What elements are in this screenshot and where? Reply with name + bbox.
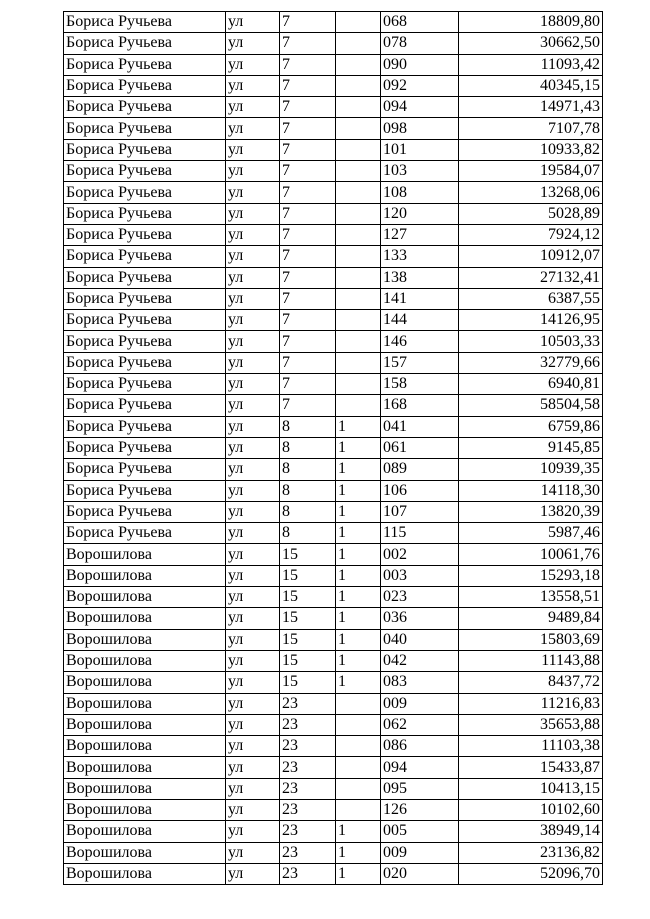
table-row	[64, 352, 603, 373]
house-number-cell: 7	[280, 203, 336, 224]
apartment-cell: 138	[381, 267, 459, 288]
table-row	[64, 97, 603, 118]
table-row	[64, 799, 603, 820]
table-row	[64, 203, 603, 224]
house-number-cell: 15	[280, 544, 336, 565]
street-type-cell: ул	[226, 267, 280, 288]
apartment-cell: 092	[381, 75, 459, 96]
street-type-cell: ул	[226, 757, 280, 778]
apartment-cell: 168	[381, 395, 459, 416]
street-type-cell: ул	[226, 246, 280, 267]
street-name-cell: Бориса Ручьева	[64, 12, 226, 33]
street-type-cell: ул	[226, 12, 280, 33]
table-row	[64, 842, 603, 863]
amount-cell: 7107,78	[459, 118, 603, 139]
apartment-cell: 108	[381, 182, 459, 203]
amount-cell: 32779,66	[459, 352, 603, 373]
house-number-cell: 7	[280, 224, 336, 245]
amount-cell: 13268,06	[459, 182, 603, 203]
apartment-cell: 003	[381, 565, 459, 586]
house-number-cell: 23	[280, 736, 336, 757]
street-type-cell: ул	[226, 821, 280, 842]
table-row	[64, 54, 603, 75]
street-type-cell: ул	[226, 203, 280, 224]
apartment-cell: 062	[381, 714, 459, 735]
table-row	[64, 480, 603, 501]
table-row	[64, 310, 603, 331]
table-row	[64, 693, 603, 714]
building-cell	[336, 161, 381, 182]
building-cell	[336, 203, 381, 224]
street-name-cell: Ворошилова	[64, 608, 226, 629]
building-cell: 1	[336, 437, 381, 458]
house-number-cell: 8	[280, 523, 336, 544]
table-row	[64, 75, 603, 96]
street-name-cell: Бориса Ручьева	[64, 161, 226, 182]
street-type-cell: ул	[226, 587, 280, 608]
apartment-cell: 083	[381, 672, 459, 693]
street-name-cell: Бориса Ручьева	[64, 416, 226, 437]
house-number-cell: 23	[280, 799, 336, 820]
house-number-cell: 7	[280, 161, 336, 182]
apartment-cell: 068	[381, 12, 459, 33]
table-row	[64, 629, 603, 650]
amount-cell: 30662,50	[459, 33, 603, 54]
amount-cell: 11216,83	[459, 693, 603, 714]
house-number-cell: 7	[280, 310, 336, 331]
street-name-cell: Ворошилова	[64, 693, 226, 714]
street-name-cell: Бориса Ручьева	[64, 395, 226, 416]
table-row	[64, 501, 603, 522]
table-row	[64, 12, 603, 33]
street-type-cell: ул	[226, 310, 280, 331]
street-name-cell: Бориса Ручьева	[64, 182, 226, 203]
house-number-cell: 7	[280, 374, 336, 395]
street-name-cell: Ворошилова	[64, 672, 226, 693]
building-cell	[336, 139, 381, 160]
table-row	[64, 416, 603, 437]
building-cell	[336, 693, 381, 714]
street-type-cell: ул	[226, 54, 280, 75]
table-row	[64, 714, 603, 735]
apartment-cell: 090	[381, 54, 459, 75]
house-number-cell: 23	[280, 821, 336, 842]
house-number-cell: 15	[280, 650, 336, 671]
house-number-cell: 7	[280, 118, 336, 139]
building-cell	[336, 310, 381, 331]
apartment-cell: 061	[381, 437, 459, 458]
house-number-cell: 7	[280, 182, 336, 203]
table-row	[64, 778, 603, 799]
amount-cell: 8437,72	[459, 672, 603, 693]
amount-cell: 11143,88	[459, 650, 603, 671]
building-cell	[336, 267, 381, 288]
street-name-cell: Ворошилова	[64, 821, 226, 842]
apartment-cell: 120	[381, 203, 459, 224]
street-type-cell: ул	[226, 714, 280, 735]
table-row	[64, 672, 603, 693]
house-number-cell: 23	[280, 778, 336, 799]
building-cell	[336, 352, 381, 373]
building-cell	[336, 182, 381, 203]
street-type-cell: ул	[226, 629, 280, 650]
apartment-cell: 127	[381, 224, 459, 245]
street-type-cell: ул	[226, 863, 280, 884]
apartment-cell: 078	[381, 33, 459, 54]
house-number-cell: 7	[280, 33, 336, 54]
table-row	[64, 437, 603, 458]
street-name-cell: Бориса Ручьева	[64, 139, 226, 160]
amount-cell: 14971,43	[459, 97, 603, 118]
house-number-cell: 7	[280, 352, 336, 373]
street-type-cell: ул	[226, 608, 280, 629]
amount-cell: 5987,46	[459, 523, 603, 544]
street-name-cell: Бориса Ручьева	[64, 374, 226, 395]
debt-table	[63, 11, 603, 885]
table-row	[64, 118, 603, 139]
street-name-cell: Ворошилова	[64, 565, 226, 586]
building-cell	[336, 54, 381, 75]
building-cell	[336, 12, 381, 33]
house-number-cell: 8	[280, 501, 336, 522]
house-number-cell: 23	[280, 714, 336, 735]
amount-cell: 13820,39	[459, 501, 603, 522]
house-number-cell: 23	[280, 863, 336, 884]
street-name-cell: Бориса Ручьева	[64, 331, 226, 352]
street-name-cell: Ворошилова	[64, 544, 226, 565]
street-type-cell: ул	[226, 650, 280, 671]
house-number-cell: 8	[280, 459, 336, 480]
amount-cell: 40345,15	[459, 75, 603, 96]
amount-cell: 6387,55	[459, 288, 603, 309]
street-type-cell: ул	[226, 523, 280, 544]
amount-cell: 14126,95	[459, 310, 603, 331]
amount-cell: 10933,82	[459, 139, 603, 160]
table-row	[64, 459, 603, 480]
street-type-cell: ул	[226, 736, 280, 757]
apartment-cell: 133	[381, 246, 459, 267]
house-number-cell: 7	[280, 288, 336, 309]
house-number-cell: 8	[280, 416, 336, 437]
building-cell: 1	[336, 459, 381, 480]
apartment-cell: 126	[381, 799, 459, 820]
house-number-cell: 15	[280, 587, 336, 608]
amount-cell: 38949,14	[459, 821, 603, 842]
building-cell: 1	[336, 842, 381, 863]
amount-cell: 9145,85	[459, 437, 603, 458]
house-number-cell: 7	[280, 246, 336, 267]
table-row	[64, 544, 603, 565]
table-row	[64, 565, 603, 586]
building-cell	[336, 288, 381, 309]
street-name-cell: Бориса Ручьева	[64, 54, 226, 75]
table-row	[64, 374, 603, 395]
street-name-cell: Бориса Ручьева	[64, 523, 226, 544]
street-name-cell: Бориса Ручьева	[64, 288, 226, 309]
house-number-cell: 23	[280, 693, 336, 714]
building-cell: 1	[336, 416, 381, 437]
street-name-cell: Бориса Ручьева	[64, 352, 226, 373]
building-cell	[336, 778, 381, 799]
street-type-cell: ул	[226, 75, 280, 96]
amount-cell: 6940,81	[459, 374, 603, 395]
amount-cell: 10503,33	[459, 331, 603, 352]
building-cell	[336, 118, 381, 139]
house-number-cell: 7	[280, 75, 336, 96]
apartment-cell: 141	[381, 288, 459, 309]
apartment-cell: 094	[381, 97, 459, 118]
apartment-cell: 040	[381, 629, 459, 650]
building-cell	[336, 224, 381, 245]
street-name-cell: Ворошилова	[64, 736, 226, 757]
apartment-cell: 041	[381, 416, 459, 437]
building-cell: 1	[336, 565, 381, 586]
street-type-cell: ул	[226, 437, 280, 458]
house-number-cell: 8	[280, 437, 336, 458]
amount-cell: 11093,42	[459, 54, 603, 75]
street-type-cell: ул	[226, 97, 280, 118]
amount-cell: 23136,82	[459, 842, 603, 863]
street-type-cell: ул	[226, 224, 280, 245]
apartment-cell: 115	[381, 523, 459, 544]
apartment-cell: 009	[381, 842, 459, 863]
apartment-cell: 002	[381, 544, 459, 565]
apartment-cell: 086	[381, 736, 459, 757]
amount-cell: 19584,07	[459, 161, 603, 182]
street-name-cell: Бориса Ручьева	[64, 97, 226, 118]
table-row	[64, 161, 603, 182]
house-number-cell: 23	[280, 842, 336, 863]
street-type-cell: ул	[226, 33, 280, 54]
street-name-cell: Бориса Ручьева	[64, 501, 226, 522]
table-row	[64, 863, 603, 884]
apartment-cell: 157	[381, 352, 459, 373]
amount-cell: 5028,89	[459, 203, 603, 224]
building-cell: 1	[336, 821, 381, 842]
street-type-cell: ул	[226, 565, 280, 586]
amount-cell: 10102,60	[459, 799, 603, 820]
street-type-cell: ул	[226, 693, 280, 714]
street-type-cell: ул	[226, 459, 280, 480]
building-cell	[336, 75, 381, 96]
table-row	[64, 757, 603, 778]
street-name-cell: Бориса Ручьева	[64, 459, 226, 480]
house-number-cell: 8	[280, 480, 336, 501]
street-type-cell: ул	[226, 352, 280, 373]
amount-cell: 10912,07	[459, 246, 603, 267]
street-name-cell: Бориса Ручьева	[64, 310, 226, 331]
table-row	[64, 523, 603, 544]
street-name-cell: Бориса Ручьева	[64, 267, 226, 288]
apartment-cell: 095	[381, 778, 459, 799]
amount-cell: 35653,88	[459, 714, 603, 735]
apartment-cell: 036	[381, 608, 459, 629]
street-name-cell: Ворошилова	[64, 778, 226, 799]
table-row	[64, 395, 603, 416]
building-cell	[336, 714, 381, 735]
apartment-cell: 103	[381, 161, 459, 182]
apartment-cell: 146	[381, 331, 459, 352]
street-name-cell: Ворошилова	[64, 714, 226, 735]
house-number-cell: 7	[280, 267, 336, 288]
street-name-cell: Ворошилова	[64, 842, 226, 863]
amount-cell: 52096,70	[459, 863, 603, 884]
amount-cell: 15803,69	[459, 629, 603, 650]
street-type-cell: ул	[226, 842, 280, 863]
building-cell	[336, 33, 381, 54]
street-type-cell: ул	[226, 544, 280, 565]
street-name-cell: Бориса Ручьева	[64, 203, 226, 224]
street-type-cell: ул	[226, 501, 280, 522]
table-row	[64, 246, 603, 267]
building-cell	[336, 736, 381, 757]
house-number-cell: 7	[280, 139, 336, 160]
building-cell: 1	[336, 629, 381, 650]
amount-cell: 7924,12	[459, 224, 603, 245]
apartment-cell: 089	[381, 459, 459, 480]
amount-cell: 18809,80	[459, 12, 603, 33]
street-name-cell: Ворошилова	[64, 863, 226, 884]
amount-cell: 10413,15	[459, 778, 603, 799]
table-row	[64, 608, 603, 629]
building-cell	[336, 395, 381, 416]
house-number-cell: 15	[280, 672, 336, 693]
street-name-cell: Бориса Ручьева	[64, 246, 226, 267]
street-type-cell: ул	[226, 139, 280, 160]
building-cell: 1	[336, 523, 381, 544]
building-cell	[336, 246, 381, 267]
house-number-cell: 7	[280, 331, 336, 352]
building-cell: 1	[336, 650, 381, 671]
building-cell: 1	[336, 672, 381, 693]
apartment-cell: 101	[381, 139, 459, 160]
amount-cell: 11103,38	[459, 736, 603, 757]
apartment-cell: 009	[381, 693, 459, 714]
street-type-cell: ул	[226, 182, 280, 203]
building-cell	[336, 374, 381, 395]
house-number-cell: 15	[280, 565, 336, 586]
apartment-cell: 144	[381, 310, 459, 331]
street-name-cell: Бориса Ручьева	[64, 480, 226, 501]
street-type-cell: ул	[226, 288, 280, 309]
amount-cell: 10939,35	[459, 459, 603, 480]
apartment-cell: 020	[381, 863, 459, 884]
street-name-cell: Ворошилова	[64, 587, 226, 608]
street-name-cell: Бориса Ручьева	[64, 33, 226, 54]
street-type-cell: ул	[226, 161, 280, 182]
street-type-cell: ул	[226, 331, 280, 352]
amount-cell: 15293,18	[459, 565, 603, 586]
table-row	[64, 821, 603, 842]
street-type-cell: ул	[226, 416, 280, 437]
building-cell: 1	[336, 544, 381, 565]
amount-cell: 27132,41	[459, 267, 603, 288]
building-cell: 1	[336, 863, 381, 884]
debt-table-body	[64, 12, 603, 885]
apartment-cell: 005	[381, 821, 459, 842]
building-cell	[336, 757, 381, 778]
house-number-cell: 15	[280, 608, 336, 629]
table-row	[64, 182, 603, 203]
street-name-cell: Бориса Ручьева	[64, 118, 226, 139]
street-name-cell: Бориса Ручьева	[64, 437, 226, 458]
table-row	[64, 139, 603, 160]
street-type-cell: ул	[226, 374, 280, 395]
street-type-cell: ул	[226, 395, 280, 416]
table-row	[64, 288, 603, 309]
street-name-cell: Ворошилова	[64, 629, 226, 650]
amount-cell: 15433,87	[459, 757, 603, 778]
apartment-cell: 023	[381, 587, 459, 608]
amount-cell: 13558,51	[459, 587, 603, 608]
table-row	[64, 267, 603, 288]
street-type-cell: ул	[226, 778, 280, 799]
apartment-cell: 042	[381, 650, 459, 671]
amount-cell: 58504,58	[459, 395, 603, 416]
apartment-cell: 106	[381, 480, 459, 501]
table-row	[64, 33, 603, 54]
apartment-cell: 094	[381, 757, 459, 778]
table-row	[64, 736, 603, 757]
building-cell	[336, 799, 381, 820]
building-cell: 1	[336, 608, 381, 629]
table-row	[64, 650, 603, 671]
street-name-cell: Ворошилова	[64, 650, 226, 671]
amount-cell: 9489,84	[459, 608, 603, 629]
street-type-cell: ул	[226, 672, 280, 693]
apartment-cell: 107	[381, 501, 459, 522]
amount-cell: 14118,30	[459, 480, 603, 501]
building-cell: 1	[336, 587, 381, 608]
table-row	[64, 331, 603, 352]
amount-cell: 10061,76	[459, 544, 603, 565]
street-type-cell: ул	[226, 799, 280, 820]
street-name-cell: Бориса Ручьева	[64, 224, 226, 245]
building-cell: 1	[336, 501, 381, 522]
street-type-cell: ул	[226, 118, 280, 139]
house-number-cell: 15	[280, 629, 336, 650]
street-name-cell: Ворошилова	[64, 757, 226, 778]
table-row	[64, 224, 603, 245]
house-number-cell: 23	[280, 757, 336, 778]
house-number-cell: 7	[280, 12, 336, 33]
amount-cell: 6759,86	[459, 416, 603, 437]
house-number-cell: 7	[280, 395, 336, 416]
street-type-cell: ул	[226, 480, 280, 501]
street-name-cell: Бориса Ручьева	[64, 75, 226, 96]
street-name-cell: Ворошилова	[64, 799, 226, 820]
apartment-cell: 158	[381, 374, 459, 395]
table-row	[64, 587, 603, 608]
apartment-cell: 098	[381, 118, 459, 139]
building-cell	[336, 331, 381, 352]
building-cell	[336, 97, 381, 118]
house-number-cell: 7	[280, 54, 336, 75]
building-cell: 1	[336, 480, 381, 501]
house-number-cell: 7	[280, 97, 336, 118]
